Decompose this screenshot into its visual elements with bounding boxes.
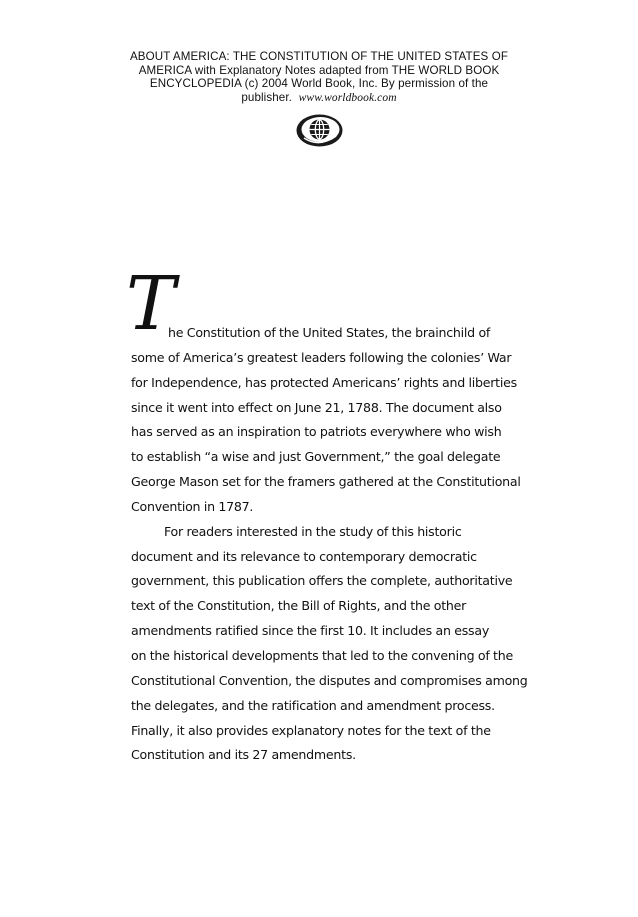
text-line: since it went into effect on June 21, 1788. The document also bbox=[131, 399, 502, 415]
paragraph-2 bbox=[131, 520, 531, 768]
paragraph-1 bbox=[131, 321, 531, 520]
text-line: text of the Constitution, the Bill of Rights, and the other bbox=[131, 598, 467, 614]
world-book-globe-logo-icon bbox=[296, 114, 343, 147]
drop-cap-letter: T bbox=[126, 261, 176, 347]
text-line: amendments ratified since the first 10. It includes an essay bbox=[131, 623, 490, 639]
introduction-text bbox=[131, 321, 531, 768]
publisher-url: www.worldbook.com bbox=[298, 91, 397, 104]
copyright-line-2: AMERICA with Explanatory Notes adapted from THE WORLD BOOK bbox=[138, 63, 500, 77]
text-line: Constitutional Convention, the disputes and compromises among bbox=[131, 672, 528, 688]
text-line: for Independence, has protected Americans’ rights and liberties bbox=[131, 374, 517, 390]
copyright-line-1: ABOUT AMERICA: THE CONSTITUTION OF THE UNITED STATES OF bbox=[129, 50, 509, 63]
text-line: on the historical developments that led to the convening of the bbox=[131, 647, 513, 663]
copyright-notice bbox=[128, 50, 510, 105]
publisher-text: publisher. bbox=[241, 90, 292, 104]
copyright-line-3: ENCYCLOPEDIA (c) 2004 World Book, Inc. By permission of the bbox=[149, 77, 489, 90]
text-line: some of America’s greatest leaders following the colonies’ War bbox=[131, 349, 512, 365]
text-line: government, this publication offers the complete, authoritative bbox=[131, 573, 513, 589]
copyright-line-4 bbox=[128, 91, 510, 106]
text-line: For readers interested in the study of this historic bbox=[164, 523, 462, 539]
text-line: to establish “a wise and just Government,” the goal delegate bbox=[131, 449, 501, 465]
text-line: has served as an inspiration to patriots everywhere who wish bbox=[131, 424, 502, 440]
text-line: Finally, it also provides explanatory notes for the text of the bbox=[131, 722, 491, 738]
text-line: the delegates, and the ratification and amendment process. bbox=[131, 697, 495, 713]
text-line: George Mason set for the framers gathered at the Constitutional bbox=[131, 474, 521, 490]
text-line: Convention in 1787. bbox=[131, 498, 254, 514]
text-line: Constitution and its 27 amendments. bbox=[131, 747, 356, 763]
text-line: document and its relevance to contemporary democratic bbox=[131, 548, 477, 564]
text-line: he Constitution of the United States, the brainchild of bbox=[168, 325, 491, 340]
